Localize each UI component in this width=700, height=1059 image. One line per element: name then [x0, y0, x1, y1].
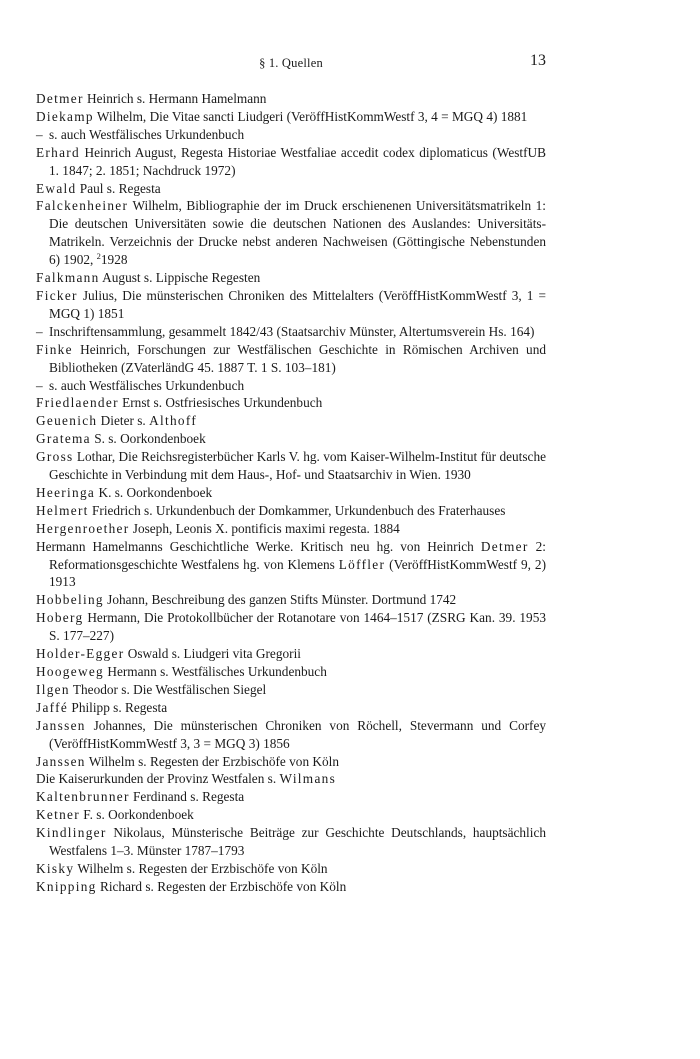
- bibliography-entry: [36, 860, 546, 878]
- bibliography-entry: [36, 197, 546, 269]
- bibliography-entry: [36, 108, 546, 126]
- continuation-dash: –: [36, 126, 43, 142]
- page-number: 13: [530, 52, 546, 69]
- bibliography-entry: [36, 520, 546, 538]
- bibliography-entry: [36, 394, 546, 412]
- bibliography-entry: [36, 144, 546, 180]
- author-name: Helmert: [36, 502, 89, 518]
- author-name: Knipping: [36, 878, 97, 894]
- entry-text: Heinrich August, Regesta Historiae Westfaliae accedit codex diplomaticus (WestfUB 1. 1847; 2. 1851; Nachdruck 1972): [49, 144, 546, 178]
- entry-text: Nikolaus, Münsterische Beiträge zur Geschichte Deutschlands, hauptsächlich Westfalens 1–3. Münster 1787–1793: [49, 825, 546, 859]
- author-name: Jaffé: [36, 699, 69, 715]
- entry-text: Julius, Die münsterischen Chroniken des Mittelalters (VeröffHistKommWestf 3, 1 = MGQ 1) 1851: [49, 287, 546, 321]
- author-name: Finke: [36, 341, 73, 357]
- bibliography-entry: [36, 824, 546, 860]
- entry-text: Paul s. Regesta: [76, 180, 161, 196]
- bibliography-entry: [36, 323, 546, 341]
- author-name: Kaltenbrunner: [36, 789, 130, 805]
- bibliography-entry: [36, 717, 546, 753]
- bibliography-entry: [36, 502, 546, 520]
- entry-text: Johann, Beschreibung des ganzen Stifts Münster. Dortmund 1742: [103, 592, 457, 608]
- entry-text: Heinrich s. Hermann Hamelmann: [83, 91, 267, 106]
- entry-text: Die Kaiserurkunden der Provinz Westfalen s.: [36, 771, 280, 787]
- entry-text: Ernst s. Ostfriesisches Urkundenbuch: [118, 395, 323, 411]
- entry-text: S. s. Oorkondenboek: [90, 431, 206, 447]
- entry-text: Hermann s. Westfälisches Urkundenbuch: [104, 664, 327, 679]
- cross-reference-name: Wilmans: [279, 771, 337, 787]
- author-name: Ewald: [36, 180, 77, 196]
- author-name: Geuenich: [36, 413, 98, 429]
- entry-text: Theodor s. Die Westfälischen Siegel: [69, 681, 267, 697]
- bibliography-entry: [36, 663, 546, 681]
- entry-text: (VeröffHistKommWestf 9, 2) 1913: [49, 556, 546, 590]
- bibliography-entry: [36, 448, 546, 484]
- entry-text: Wilhelm, Bibliographie der im Druck erschienenen Universitätsmatrikeln 1: Die deutschen Universitäten sowie die deutschen Nationen des Auslandes: Universitäts-Matrikeln. Verzeichnis der Drucke nebst anderen Nachweisen (Göttingische Nebenstunden 6) 1902,: [49, 198, 546, 268]
- entry-text: Joseph, Leonis X. pontificis maximi regesta. 1884: [129, 520, 400, 536]
- author-name: Diekamp: [36, 108, 94, 124]
- author-name: Janssen: [36, 717, 86, 733]
- bibliography-entry: [36, 681, 546, 699]
- author-name: Erhard: [36, 144, 80, 160]
- bibliography-entry: [36, 538, 546, 592]
- entry-text: Dieter s.: [97, 413, 150, 429]
- entry-text: Richard s. Regesten der Erzbischöfe von Köln: [96, 878, 347, 894]
- entry-text: Heinrich, Forschungen zur Westfälischen Geschichte in Römischen Archiven und Bibliotheken (ZVaterländG 45. 1887 T. 1 S. 103–181): [49, 341, 546, 375]
- bibliography-entry: [36, 878, 546, 896]
- entry-text: 2: Reformationsgeschichte Westfalens hg. von Klemens: [49, 538, 546, 572]
- bibliography-entry: [36, 609, 546, 645]
- entry-text: Wilhelm, Die Vitae sancti Liudgeri (VeröffHistKommWestf 3, 4 = MGQ 4) 1881: [93, 108, 528, 124]
- cross-reference-name: Löffler: [338, 556, 386, 572]
- entry-text: Friedrich s. Urkundenbuch der Domkammer, Urkundenbuch des Fraterhauses: [88, 502, 506, 518]
- cross-reference-name: Detmer: [480, 538, 529, 554]
- bibliography-entry: [36, 269, 546, 287]
- entry-text: Philipp s. Regesta: [68, 699, 168, 715]
- author-name: Kisky: [36, 860, 75, 876]
- bibliography-entry: [36, 180, 546, 198]
- bibliography-entry: [36, 484, 546, 502]
- bibliography-entry: [36, 753, 546, 771]
- author-name: Hoogeweg: [36, 664, 105, 679]
- bibliography-entry: [36, 806, 546, 824]
- bibliography-entry: [36, 430, 546, 448]
- entry-text: Lothar, Die Reichsregisterbücher Karls V. hg. vom Kaiser-Wilhelm-Institut für deutsche Geschichte in Verbindung mit dem Haus-, Hof- und Staatsarchiv in Wien. 1930: [49, 449, 546, 483]
- entry-text: Ferdinand s. Regesta: [129, 789, 245, 805]
- cross-reference-name: Althoff: [149, 413, 198, 429]
- entry-text: 1928: [100, 252, 128, 268]
- author-name: Ficker: [36, 287, 78, 303]
- entry-text: Johannes, Die münsterischen Chroniken von Röchell, Stevermann und Corfey (VeröffHistKommWestf 3, 3 = MGQ 3) 1856: [49, 717, 546, 751]
- bibliography-entry: [36, 126, 546, 144]
- author-name: Heeringa: [36, 484, 96, 500]
- running-title: § 1. Quellen: [259, 56, 323, 70]
- entry-text: Hermann Hamelmanns Geschichtliche Werke. Kritisch neu hg. von Heinrich: [36, 538, 481, 554]
- entry-text: Wilhelm s. Regesten der Erzbischöfe von Köln: [74, 860, 328, 876]
- author-name: Ketner: [36, 807, 80, 823]
- page-header: [36, 52, 546, 74]
- author-name: Falckenheiner: [36, 198, 129, 214]
- bibliography-entry: [36, 377, 546, 395]
- bibliography-entry: [36, 699, 546, 717]
- author-name: Friedlaender: [36, 395, 119, 411]
- bibliography-entry: [36, 90, 546, 108]
- entry-text: Inschriftensammlung, gesammelt 1842/43 (Staatsarchiv Münster, Altertumsverein Hs. 164): [49, 323, 535, 339]
- author-name: Kindlinger: [36, 825, 107, 841]
- entry-text: Wilhelm s. Regesten der Erzbischöfe von Köln: [85, 753, 340, 769]
- author-name: Gross: [36, 449, 74, 465]
- author-name: Gratema: [36, 431, 91, 447]
- bibliography-entry: [36, 287, 546, 323]
- bibliography-entry: [36, 645, 546, 663]
- entry-text: F. s. Oorkondenboek: [79, 807, 194, 823]
- author-name: Hergenroether: [36, 520, 130, 536]
- author-name: Detmer: [36, 91, 84, 106]
- entry-text: August s. Lippische Regesten: [99, 270, 261, 286]
- edition-superscript: 2: [96, 251, 101, 262]
- continuation-dash: –: [36, 323, 43, 339]
- entry-text: Oswald s. Liudgeri vita Gregorii: [124, 646, 301, 662]
- entry-text: K. s. Oorkondenboek: [95, 484, 213, 500]
- entry-text: Hermann, Die Protokollbücher der Rotanotare von 1464–1517 (ZSRG Kan. 39. 1953 S. 177–227): [49, 610, 546, 644]
- bibliography-entry: [36, 788, 546, 806]
- bibliography-entry: [36, 591, 546, 609]
- author-name: Holder-Egger: [36, 646, 125, 662]
- bibliography-list: [36, 90, 546, 896]
- author-name: Hobbeling: [36, 592, 104, 608]
- bibliography-entry: [36, 412, 546, 430]
- bibliography-entry: [36, 770, 546, 788]
- author-name: Janssen: [36, 753, 86, 769]
- entry-text: s. auch Westfälisches Urkundenbuch: [49, 377, 245, 393]
- author-name: Falkmann: [36, 270, 100, 286]
- entry-text: s. auch Westfälisches Urkundenbuch: [49, 126, 245, 142]
- author-name: Hoberg: [36, 610, 84, 626]
- bibliography-entry: [36, 341, 546, 377]
- continuation-dash: –: [36, 377, 43, 393]
- author-name: Ilgen: [36, 681, 70, 697]
